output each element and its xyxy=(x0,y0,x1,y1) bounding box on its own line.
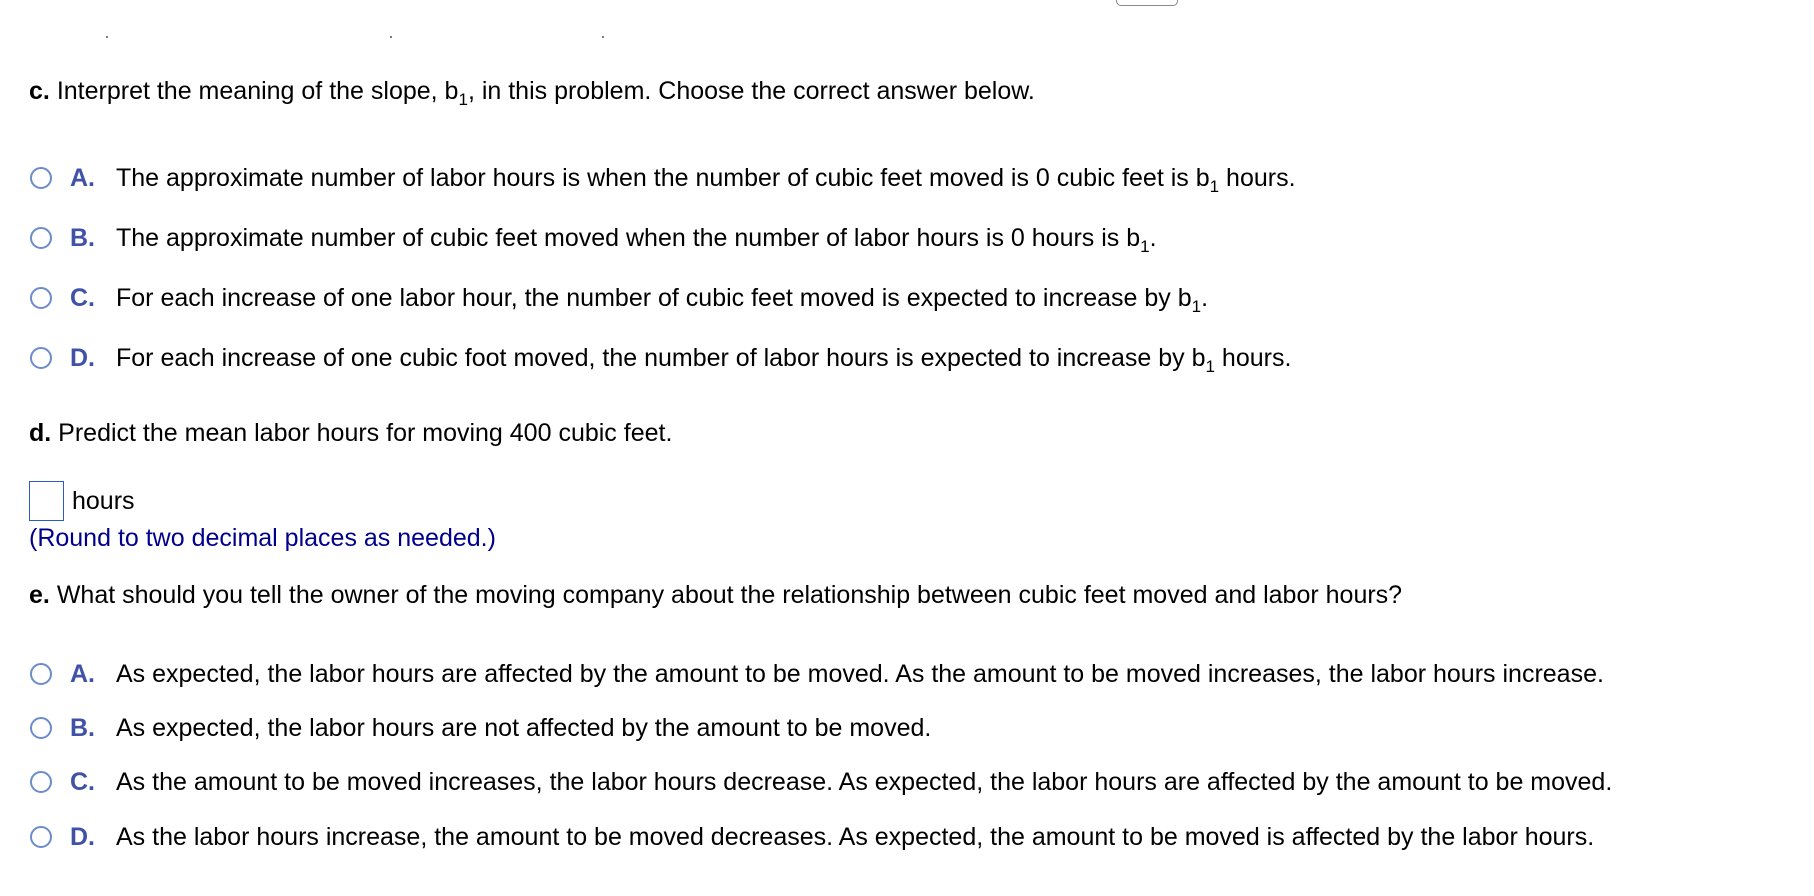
remnant-dot xyxy=(390,36,392,38)
radio-button[interactable] xyxy=(30,663,52,685)
radio-button[interactable] xyxy=(30,227,52,249)
option-c-d[interactable] xyxy=(30,342,1291,374)
question-c-prompt: c. Interpret the meaning of the slope, $b_1$, in this problem. Choose the correct answer below. xyxy=(29,77,1035,109)
question-e-prompt: e. What should you tell the owner of the moving company about the relationship between cubic feet moved and labor hours? xyxy=(29,581,1403,609)
option-letter: A. xyxy=(70,659,95,688)
option-c-b[interactable] xyxy=(30,222,1157,254)
remnant-dot xyxy=(106,36,108,38)
answer-input[interactable] xyxy=(29,481,64,521)
option-text: The approximate number of cubic feet moved when the number of labor hours is 0 hours is $b_1$. xyxy=(116,223,1157,256)
option-letter: C. xyxy=(70,283,95,312)
rounding-hint: (Round to two decimal places as needed.) xyxy=(29,524,496,552)
answer-row xyxy=(29,480,135,522)
option-letter: B. xyxy=(70,223,95,252)
option-letter: C. xyxy=(70,767,95,796)
option-e-c[interactable] xyxy=(30,766,1612,798)
radio-button[interactable] xyxy=(30,826,52,848)
radio-button[interactable] xyxy=(30,347,52,369)
partial-button-top xyxy=(1116,0,1178,6)
answer-unit: hours xyxy=(72,486,135,515)
radio-button[interactable] xyxy=(30,771,52,793)
question-label: d. xyxy=(29,419,52,447)
option-text: As expected, the labor hours are not affected by the amount to be moved. xyxy=(116,713,932,742)
option-c-c[interactable] xyxy=(30,282,1208,314)
option-e-a[interactable] xyxy=(30,658,1604,690)
option-e-d[interactable] xyxy=(30,821,1594,853)
radio-button[interactable] xyxy=(30,717,52,739)
option-text: The approximate number of labor hours is when the number of cubic feet moved is 0 cubic feet is $b_1$ hours. xyxy=(116,163,1296,196)
option-letter: D. xyxy=(70,822,95,851)
question-d-prompt: d. Predict the mean labor hours for moving 400 cubic feet. xyxy=(29,419,673,447)
question-label: e. xyxy=(29,581,50,609)
cut-off-text-remnant xyxy=(0,36,1814,46)
option-text: As expected, the labor hours are affected by the amount to be moved. As the amount to be moved increases, the labor hours increase. xyxy=(116,659,1604,688)
option-text: For each increase of one labor hour, the number of cubic feet moved is expected to increase by $b_1$. xyxy=(116,283,1209,316)
option-text: For each increase of one cubic foot moved, the number of labor hours is expected to increase by $b_1$ hours. xyxy=(116,343,1292,376)
option-e-b[interactable] xyxy=(30,712,931,744)
option-text: As the amount to be moved increases, the labor hours decrease. As expected, the labor hours are affected by the amount to be moved. xyxy=(116,767,1613,796)
option-letter: A. xyxy=(70,163,95,192)
question-label: c. xyxy=(29,77,50,105)
option-c-a[interactable] xyxy=(30,162,1296,194)
option-text: As the labor hours increase, the amount to be moved decreases. As expected, the amount to be moved is affected by the labor hours. xyxy=(116,822,1595,851)
option-letter: B. xyxy=(70,713,95,742)
option-letter: D. xyxy=(70,343,95,372)
radio-button[interactable] xyxy=(30,287,52,309)
radio-button[interactable] xyxy=(30,167,52,189)
remnant-dot xyxy=(602,36,604,38)
